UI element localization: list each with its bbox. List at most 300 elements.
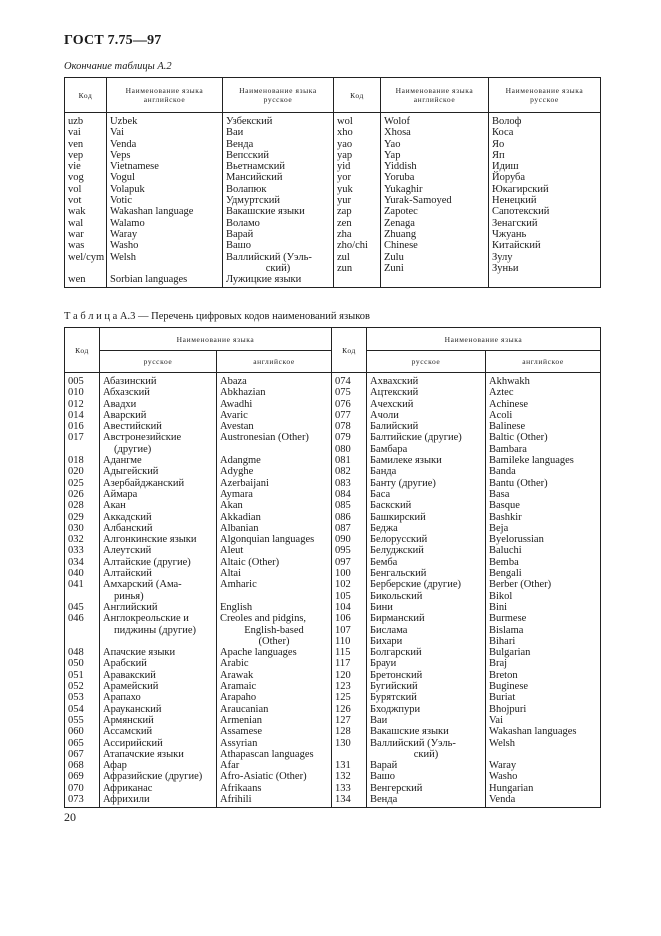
table-cell: Yiddish: [384, 161, 417, 173]
table-cell: 104: [335, 601, 351, 613]
table-cell: Vai: [110, 127, 124, 139]
table-cell: yid: [337, 161, 351, 173]
table-cell: Узбекский: [226, 116, 273, 127]
table-cell: Ассамский: [103, 726, 153, 738]
table-cell: Зулу: [492, 251, 513, 263]
table-cell: [100, 636, 216, 647]
table-cell: 055: [68, 714, 84, 726]
table-cell: 040: [68, 568, 84, 580]
table-cell: Wolof: [384, 116, 410, 127]
table-cell: Ваи: [226, 127, 244, 139]
table-cell: Buginese: [489, 681, 529, 693]
table-cell: Англокреольские и: [103, 613, 189, 625]
header-line: английское: [413, 95, 456, 104]
header-line: русское: [530, 95, 559, 104]
table-cell: Washo: [489, 771, 518, 783]
table-cell: 052: [68, 681, 84, 693]
table-cell: Wakashan languages: [489, 726, 577, 738]
table-cell: Chinese: [384, 240, 418, 252]
table-cell: [217, 444, 331, 455]
table-cell: Athapascan languages: [220, 748, 314, 760]
table-cell: 067: [68, 748, 84, 760]
table-cell: Бихари: [370, 635, 403, 647]
table-cell: Абазинский: [103, 376, 157, 387]
table-cell: Beja: [489, 522, 509, 534]
table-cell: 046: [68, 613, 84, 625]
table-cell: Башкирский: [370, 511, 426, 523]
table-cell: (Other): [258, 635, 290, 647]
table-cell: Мансийский: [226, 172, 283, 184]
table-cell: Бамилеке языки: [370, 455, 442, 467]
table-cell: Altaic (Other): [220, 556, 280, 568]
table-cell: Breton: [489, 669, 518, 681]
table-cell: 081: [335, 455, 351, 467]
table-a3-caption: Т а б л и ц а А.3 — Перечень цифровых кодов наименований языков: [64, 311, 370, 322]
table-cell: English: [220, 601, 253, 613]
table-cell: Яо: [492, 138, 505, 150]
table-cell: yao: [337, 138, 353, 150]
table-cell: Ненецкий: [492, 195, 537, 207]
table-cell: Атапачские языки: [103, 748, 184, 760]
table-cell: 070: [68, 782, 84, 794]
table-cell: war: [68, 228, 84, 240]
table-cell: Лужицкие языки: [226, 274, 302, 286]
table-cell: пиджины (другие): [114, 624, 197, 636]
table-cell: zen: [337, 217, 352, 229]
table-cell: vep: [68, 149, 84, 161]
table-cell: Braj: [489, 658, 508, 670]
table-cell: Venda: [110, 138, 137, 150]
table-cell: Бини: [370, 601, 393, 613]
table-cell: Белуджский: [370, 545, 424, 557]
table-cell: Adangme: [220, 455, 261, 467]
table-cell: Австронезийские: [103, 432, 182, 444]
table-cell: 130: [335, 737, 351, 749]
table-cell: Венда: [226, 138, 254, 150]
table-cell: Ацтекский: [370, 387, 419, 399]
table-cell: Вакашские языки: [370, 726, 449, 738]
table-cell: 110: [335, 635, 351, 647]
table-cell: Аварский: [103, 409, 147, 421]
table-cell: 095: [335, 545, 351, 557]
table-cell: uzb: [68, 116, 84, 127]
table-cell: ринья): [114, 590, 144, 602]
table-cell: 079: [335, 432, 351, 444]
table-cell: Austronesian (Other): [220, 432, 309, 444]
table-cell: yap: [337, 149, 353, 161]
table-cell: Awadhi: [220, 398, 253, 410]
table-cell: 082: [335, 466, 351, 478]
table-cell: Вепсский: [226, 149, 269, 161]
table-cell: Bambara: [489, 443, 527, 455]
table-cell: Bantu (Other): [489, 477, 548, 489]
table-cell: Azerbaijani: [220, 477, 269, 489]
table-cell: Arabic: [220, 658, 249, 670]
table-cell: Avestan: [220, 421, 254, 433]
table-cell: Бикольский: [370, 590, 423, 602]
table-a3: [64, 327, 601, 808]
table-cell: Baluchi: [489, 545, 522, 557]
table-cell: zha: [337, 228, 352, 240]
column-header-russian: [489, 78, 601, 113]
table-cell: 018: [68, 455, 84, 467]
table-cell: Варай: [226, 228, 254, 240]
table-cell: Akkadian: [220, 511, 261, 523]
table-cell: Afrikaans: [220, 782, 262, 794]
column-header-english: [381, 78, 489, 113]
table-cell: 106: [335, 613, 351, 625]
table-cell: Аймара: [103, 488, 138, 500]
table-cell: Assamese: [220, 726, 262, 738]
table-cell: wol: [337, 116, 353, 127]
table-cell: [65, 636, 99, 647]
table-cell: 065: [68, 737, 84, 749]
column-header-code: Код: [334, 78, 381, 113]
header-line: Наименование языка: [505, 86, 584, 95]
table-cell: Vogul: [110, 172, 135, 184]
a3-left-code-column: [65, 373, 100, 808]
table-cell: (другие): [114, 443, 152, 455]
table-cell: Идиш: [492, 161, 519, 173]
table-cell: Арауканский: [103, 703, 162, 715]
table-cell: Балтийские (другие): [370, 432, 462, 444]
table-cell: 051: [68, 669, 84, 681]
table-cell: Баса: [370, 488, 391, 500]
a2-right-code-column: [334, 113, 381, 288]
header-line: английское: [143, 95, 186, 104]
table-cell: Washo: [110, 240, 139, 252]
table-cell: 128: [335, 726, 351, 738]
table-cell: yor: [337, 172, 351, 184]
a2-right-russian-column: [489, 113, 601, 288]
table-cell: Китайский: [492, 240, 541, 252]
table-cell: xho: [337, 127, 353, 139]
table-cell: Yao: [384, 138, 401, 150]
column-header-english: [107, 78, 223, 113]
table-cell: wel/cym: [68, 251, 105, 263]
table-cell: yur: [337, 195, 351, 207]
header-line: Наименование языка: [395, 86, 474, 95]
table-cell: [65, 591, 99, 602]
table-cell: 076: [335, 398, 351, 410]
table-cell: Amharic: [220, 579, 257, 591]
table-cell: yuk: [337, 183, 353, 195]
table-cell: Авестийский: [103, 421, 162, 433]
table-cell: Araucanian: [220, 703, 269, 715]
table-a2-body: [65, 113, 601, 288]
table-cell: 102: [335, 579, 351, 591]
table-cell: Bengali: [489, 568, 522, 580]
table-cell: Acoli: [489, 409, 513, 421]
table-cell: 054: [68, 703, 84, 715]
table-cell: zho/chi: [337, 240, 368, 252]
table-a2-header-row: [65, 78, 601, 113]
table-cell: Армянский: [103, 714, 154, 726]
table-cell: Авадхи: [103, 398, 137, 410]
table-cell: [65, 625, 99, 636]
table-cell: 075: [335, 387, 351, 399]
table-cell: Адангме: [103, 455, 142, 467]
table-cell: Afar: [220, 760, 240, 772]
table-cell: Zhuang: [384, 228, 417, 240]
table-cell: Aleut: [220, 545, 244, 557]
table-cell: Берберские (другие): [370, 579, 462, 591]
header-line: Наименование языка: [125, 86, 204, 95]
table-cell: Банту (другие): [370, 477, 436, 489]
table-cell: 074: [335, 376, 351, 387]
column-header-russian: [223, 78, 334, 113]
table-cell: Assyrian: [220, 737, 258, 749]
table-cell: Венда: [370, 793, 398, 805]
table-cell: Арамейский: [103, 681, 159, 693]
a3-right-english-column: [486, 373, 601, 808]
column-header-code: Код: [65, 328, 100, 373]
table-cell: Апачские языки: [103, 647, 176, 659]
table-cell: Sorbian languages: [110, 274, 188, 286]
table-cell: Bemba: [489, 556, 519, 568]
table-cell: Белорусский: [370, 534, 428, 546]
table-cell: Afro-Asiatic (Other): [220, 771, 307, 783]
table-cell: Yap: [384, 149, 401, 161]
table-cell: Вакашские языки: [226, 206, 305, 218]
table-cell: 060: [68, 726, 84, 738]
table-cell: Byelorussian: [489, 534, 544, 546]
table-cell: 126: [335, 703, 351, 715]
table-cell: Африхили: [103, 793, 150, 805]
table-cell: Walamo: [110, 217, 145, 229]
table-cell: Зенагский: [492, 217, 538, 229]
table-cell: Akhwakh: [489, 376, 530, 387]
a2-right-english-column: [381, 113, 489, 288]
table-cell: Ваи: [370, 714, 388, 726]
header-line: русское: [263, 95, 293, 104]
table-cell: Arapaho: [220, 692, 257, 704]
table-a2: [64, 77, 601, 288]
table-cell: 032: [68, 534, 84, 546]
table-cell: Bihari: [489, 635, 516, 647]
table-cell: Bikol: [489, 590, 513, 602]
table-cell: 127: [335, 714, 351, 726]
a3-right-russian-column: [367, 373, 486, 808]
column-header-russian: русское: [367, 351, 486, 373]
table-cell: 131: [335, 760, 351, 772]
table-cell: 078: [335, 421, 351, 433]
table-cell: 010: [68, 387, 84, 399]
table-cell: Abkhazian: [220, 387, 266, 399]
table-cell: Bulgarian: [489, 647, 531, 659]
column-header-code: Код: [65, 78, 107, 113]
table-cell: Bashkir: [489, 511, 522, 523]
table-cell: Абхазский: [103, 387, 150, 399]
table-cell: 050: [68, 658, 84, 670]
table-cell: Бемба: [370, 556, 398, 568]
table-cell: 030: [68, 522, 84, 534]
table-cell: 115: [335, 647, 351, 659]
a2-left-code-column: [65, 113, 107, 288]
table-cell: vie: [68, 161, 81, 173]
table-cell: Aymara: [220, 488, 253, 500]
table-cell: Баскский: [370, 500, 412, 512]
table-cell: Apache languages: [220, 647, 297, 659]
document-standard-number: ГОСТ 7.75—97: [64, 33, 162, 48]
table-cell: Baltic (Other): [489, 432, 548, 444]
table-a3-header-row: [65, 328, 601, 351]
table-cell: 069: [68, 771, 84, 783]
table-cell: Афар: [103, 760, 127, 772]
table-cell: Алтайский: [103, 568, 152, 580]
table-cell: Яп: [492, 149, 505, 161]
table-cell: 020: [68, 466, 84, 478]
table-cell: [332, 749, 366, 760]
table-cell: 068: [68, 760, 84, 772]
table-a2-caption: Окончание таблицы А.2: [64, 61, 172, 72]
table-cell: Buriat: [489, 692, 516, 704]
table-cell: 086: [335, 511, 351, 523]
table-cell: Albanian: [220, 522, 259, 534]
table-cell: Ачехский: [370, 398, 414, 410]
table-cell: vol: [68, 183, 82, 195]
table-cell: Балийский: [370, 421, 419, 433]
table-cell: Achinese: [489, 398, 529, 410]
table-cell: 026: [68, 488, 84, 500]
table-cell: 123: [335, 681, 351, 693]
table-cell: 077: [335, 409, 351, 421]
table-cell: 034: [68, 556, 84, 568]
table-cell: English-based: [244, 624, 304, 636]
table-cell: 053: [68, 692, 84, 704]
table-cell: Wakashan language: [110, 206, 194, 218]
table-cell: 017: [68, 432, 84, 444]
table-cell: vog: [68, 172, 84, 184]
table-cell: Банда: [370, 466, 397, 478]
table-cell: Бамбара: [370, 443, 408, 455]
table-cell: 029: [68, 511, 84, 523]
table-cell: Волапюк: [226, 183, 267, 195]
table-cell: Votic: [110, 195, 132, 207]
table-cell: Banda: [489, 466, 516, 478]
table-cell: Валлийский (Уэль-: [226, 251, 312, 263]
a2-left-russian-column: [223, 113, 334, 288]
table-cell: Удмуртский: [226, 195, 281, 207]
table-cell: Волоф: [492, 116, 522, 127]
table-cell: Амхарский (Ама-: [103, 579, 182, 591]
table-cell: 087: [335, 522, 351, 534]
table-cell: Abaza: [220, 376, 247, 387]
table-cell: zul: [337, 251, 350, 263]
header-line: Наименование языка: [239, 86, 317, 95]
table-cell: Bamileke languages: [489, 455, 574, 467]
table-cell: Йоруба: [492, 172, 526, 184]
table-cell: 134: [335, 793, 351, 805]
table-cell: Воламо: [226, 217, 260, 229]
table-cell: Английский: [103, 601, 158, 613]
table-cell: Ахвахский: [370, 376, 419, 387]
table-cell: Basque: [489, 500, 520, 512]
table-cell: Hungarian: [489, 782, 534, 794]
table-cell: Zulu: [384, 251, 404, 263]
column-header-english: английское: [486, 351, 601, 373]
table-cell: 073: [68, 793, 84, 805]
table-cell: 033: [68, 545, 84, 557]
table-cell: Болгарский: [370, 647, 422, 659]
table-cell: Бенгальский: [370, 568, 427, 580]
table-cell: Зуньи: [492, 262, 519, 274]
table-cell: Arawak: [220, 669, 254, 681]
column-header-name-group: Наименование языка: [367, 328, 601, 351]
table-cell: Yoruba: [384, 172, 415, 184]
table-cell: Аравакский: [103, 669, 156, 681]
table-cell: was: [68, 240, 85, 252]
table-cell: Алеутский: [103, 545, 152, 557]
table-cell: Арабский: [103, 658, 147, 670]
table-cell: wal: [68, 217, 84, 229]
table-cell: Avaric: [220, 409, 248, 421]
table-cell: Варай: [370, 760, 398, 772]
table-cell: Бходжпури: [370, 703, 421, 715]
table-cell: 048: [68, 647, 84, 659]
a2-left-english-column: [107, 113, 223, 288]
table-cell: Xhosa: [384, 127, 411, 139]
table-cell: Бретонский: [370, 669, 423, 681]
table-cell: Адыгейский: [103, 466, 159, 478]
table-cell: Vietnamese: [110, 161, 159, 173]
table-cell: Waray: [110, 228, 138, 240]
table-cell: Азербайджанский: [103, 477, 185, 489]
table-cell: 025: [68, 477, 84, 489]
table-cell: 083: [335, 477, 351, 489]
table-cell: 120: [335, 669, 351, 681]
table-cell: 014: [68, 409, 84, 421]
table-cell: 041: [68, 579, 84, 591]
a3-left-english-column: [217, 373, 332, 808]
table-cell: Zuni: [384, 262, 404, 274]
column-header-name-group: Наименование языка: [100, 328, 332, 351]
table-cell: 117: [335, 658, 351, 670]
table-cell: 012: [68, 398, 84, 410]
table-cell: zap: [337, 206, 352, 218]
table-cell: vai: [68, 127, 81, 139]
table-cell: Bhojpuri: [489, 703, 527, 715]
table-cell: 105: [335, 590, 351, 602]
table-cell: Ачоли: [370, 409, 399, 421]
a3-right-code-column: [332, 373, 367, 808]
table-cell: 132: [335, 771, 351, 783]
column-header-english: английское: [217, 351, 332, 373]
table-cell: 084: [335, 488, 351, 500]
table-cell: Algonquian languages: [220, 534, 315, 546]
table-cell: ven: [68, 138, 84, 150]
table-cell: Welsh: [110, 251, 136, 263]
table-cell: Венгерский: [370, 782, 423, 794]
table-cell: Balinese: [489, 421, 526, 433]
table-cell: Bini: [489, 601, 508, 613]
table-cell: Бурятский: [370, 692, 417, 704]
table-cell: 107: [335, 624, 351, 636]
table-cell: 005: [68, 376, 84, 387]
table-cell: 080: [335, 443, 351, 455]
table-cell: Арапахо: [103, 692, 141, 704]
table-cell: [217, 591, 331, 602]
table-cell: Creoles and pidgins,: [220, 613, 307, 625]
table-cell: Ассирийский: [103, 737, 163, 749]
table-cell: Валлийский (Уэль-: [370, 737, 456, 749]
table-a3-body: [65, 373, 601, 808]
table-cell: Вашо: [370, 771, 395, 783]
table-cell: Venda: [489, 793, 516, 805]
table-cell: 133: [335, 782, 351, 794]
table-cell: Сапотекский: [492, 206, 550, 218]
table-cell: Armenian: [220, 714, 262, 726]
